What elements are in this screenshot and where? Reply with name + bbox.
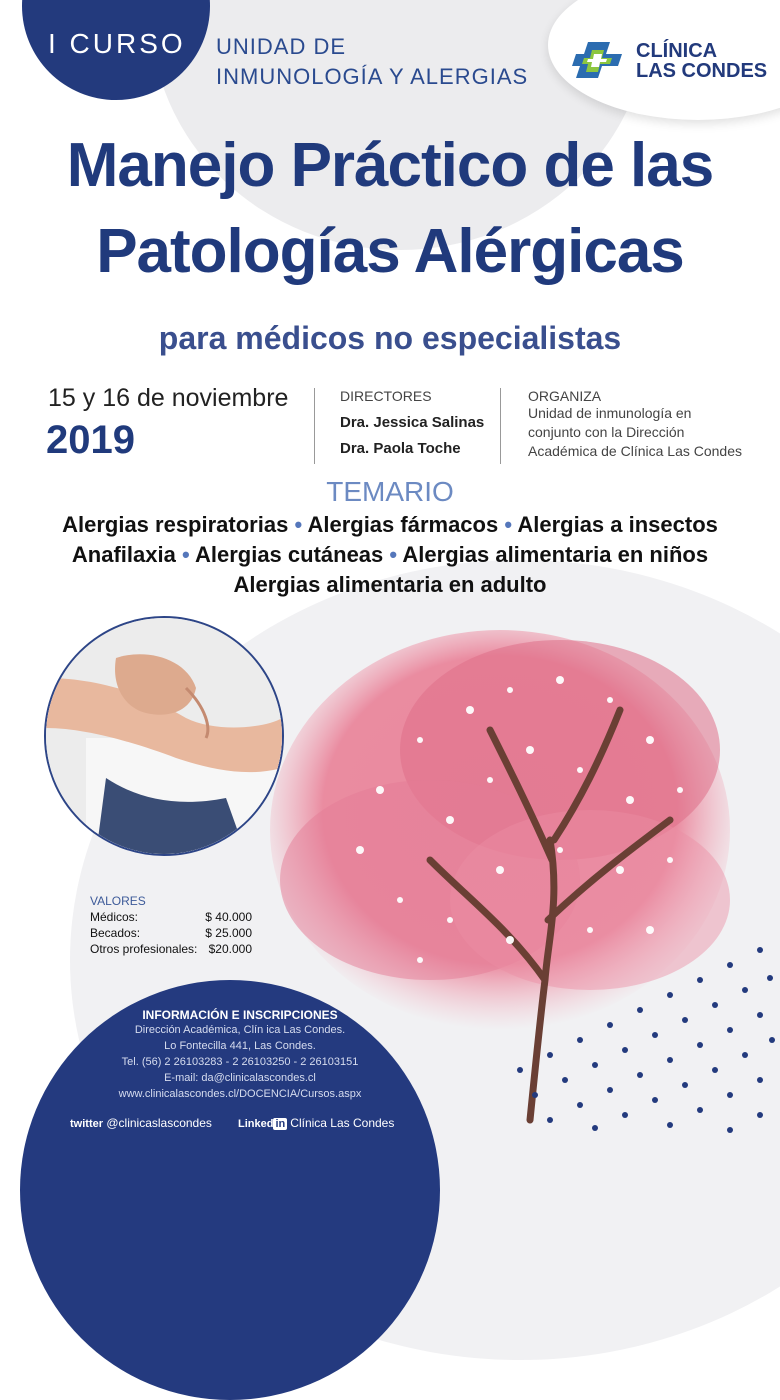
divider-1: [314, 388, 315, 464]
directors-label: DIRECTORES: [340, 388, 432, 404]
main-title-line2: Patologías Alérgicas: [96, 217, 684, 286]
topic-separator: •: [181, 542, 190, 567]
organiza-text: [528, 404, 758, 461]
twitter-icon: twitter: [70, 1118, 103, 1130]
topic-1: Alergias respiratorias: [62, 512, 289, 537]
price-row-value: $20.000: [208, 942, 252, 956]
linkedin-link[interactable]: [238, 1116, 394, 1130]
topic-separator: •: [504, 512, 513, 537]
topics-line-1: [0, 512, 780, 538]
linkedin-in-badge: in: [275, 1118, 286, 1130]
organiza-line-2: conjunto con la Dirección: [528, 424, 685, 440]
clinic-logo-icon: [572, 38, 626, 82]
twitter-link[interactable]: [70, 1116, 212, 1130]
topic-4: Anafilaxia: [71, 542, 176, 567]
linkedin-icon: [238, 1118, 290, 1130]
brand-name-line1: CLÍNICA: [636, 40, 718, 62]
topic-5: Alergias cutáneas: [194, 542, 384, 567]
price-row: [90, 910, 252, 924]
topic-7: Alergias alimentaria en adulto: [233, 572, 547, 597]
price-row: [90, 942, 252, 956]
director-name-1: Dra. Jessica Salinas: [340, 414, 485, 431]
info-line-website[interactable]: www.clinicalascondes.cl/DOCENCIA/Cursos.aspx: [118, 1088, 362, 1100]
linkedin-name: Clínica Las Condes: [290, 1116, 395, 1130]
price-row-name: Médicos:: [90, 910, 139, 924]
main-title-line1: Manejo Práctico de las: [66, 131, 714, 200]
price-row-name: Otros profesionales:: [90, 942, 198, 956]
price-row-name: Becados:: [90, 926, 141, 940]
topic-6: Alergias alimentaria en niños: [402, 542, 709, 567]
brand-name-line2: LAS CONDES: [636, 60, 768, 82]
info-line-phone: Tel. (56) 2 26103283 - 2 26103250 - 2 26103151: [121, 1056, 359, 1068]
valores-label: VALORES: [90, 894, 146, 908]
organiza-line-1: Unidad de inmunología en: [528, 405, 692, 421]
divider-2: [500, 388, 501, 464]
topic-2: Alergias fármacos: [307, 512, 499, 537]
price-row: [90, 926, 252, 940]
event-dates: 15 y 16 de noviembre: [48, 384, 289, 412]
topic-separator: •: [294, 512, 303, 537]
info-line-email[interactable]: E-mail: da@clinicalascondes.cl: [164, 1072, 316, 1084]
unit-name-line2: INMUNOLOGÍA Y ALERGIAS: [216, 64, 529, 89]
event-year: 2019: [46, 418, 135, 462]
price-row-value: $ 25.000: [205, 926, 252, 940]
skin-allergy-photo: [44, 616, 284, 856]
subtitle: para médicos no especialistas: [158, 320, 622, 356]
temario-heading: TEMARIO: [326, 476, 454, 507]
price-row-value: $ 40.000: [205, 910, 252, 924]
info-line-address: Dirección Académica, Clín ica Las Condes.: [134, 1024, 346, 1036]
organiza-line-3: Académica de Clínica Las Condes: [528, 443, 743, 459]
topics-line-3: [0, 572, 780, 598]
unit-name-line1: UNIDAD DE: [216, 34, 347, 59]
linkedin-wordmark: Linked: [238, 1118, 274, 1130]
topic-separator: •: [389, 542, 398, 567]
info-line-street: Lo Fontecilla 441, Las Condes.: [164, 1040, 316, 1052]
topic-3: Alergias a insectos: [517, 512, 718, 537]
twitter-handle: @clinicaslascondes: [106, 1116, 212, 1130]
topics-line-2: [0, 542, 780, 568]
director-name-2: Dra. Paola Toche: [340, 440, 461, 457]
info-title: INFORMACIÓN E INSCRIPCIONES: [142, 1008, 338, 1022]
course-label: I CURSO: [48, 28, 186, 59]
organiza-label: ORGANIZA: [528, 388, 602, 404]
